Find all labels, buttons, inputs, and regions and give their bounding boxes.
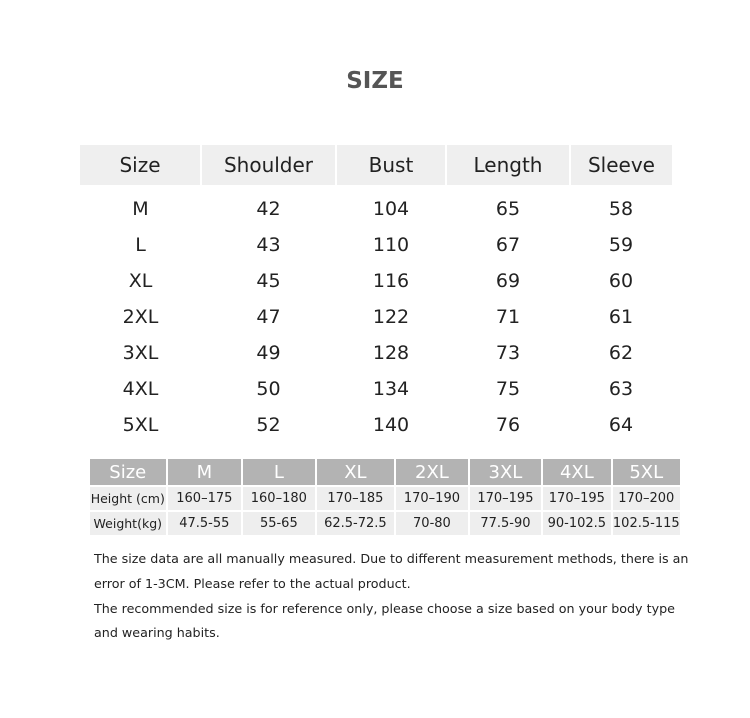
- hw-header-m: M: [168, 459, 242, 485]
- height-weight-table: [88, 457, 682, 537]
- cell-size: 2XL: [122, 306, 159, 328]
- cell-bust: 128: [372, 342, 410, 364]
- cell-size: M: [132, 198, 149, 220]
- size-notes: [94, 547, 694, 646]
- cell-sleeve: 60: [608, 270, 634, 292]
- table-row: [80, 227, 672, 263]
- table-row: [80, 407, 672, 443]
- weight-cell: 47.5-55: [168, 512, 242, 535]
- header-size: Size: [80, 145, 201, 185]
- cell-shoulder: 45: [256, 270, 281, 292]
- hw-header-l: L: [243, 459, 314, 485]
- hw-header-row: [90, 459, 680, 485]
- header-sleeve: Sleeve: [570, 145, 672, 185]
- hw-header-size: Size: [90, 459, 166, 485]
- cell-size: L: [135, 234, 146, 256]
- height-cell: 170–185: [317, 487, 395, 510]
- cell-sleeve: 58: [608, 198, 634, 220]
- hw-header-xl: XL: [317, 459, 395, 485]
- row-label-weight: Weight(kg): [90, 512, 166, 535]
- weight-cell: 90-102.5: [543, 512, 610, 535]
- cell-length: 69: [495, 270, 521, 292]
- height-cell: 160–180: [243, 487, 314, 510]
- note-recommendation: The recommended size is for reference only, please choose a size based on your body type and wearing habits.: [94, 600, 675, 641]
- cell-bust: 122: [372, 306, 410, 328]
- weight-cell: 102.5-115: [613, 512, 680, 535]
- header-bust: Bust: [336, 145, 446, 185]
- height-cell: 170–195: [470, 487, 541, 510]
- cell-length: 76: [495, 414, 521, 436]
- table-row: [80, 371, 672, 407]
- height-cell: 170–190: [396, 487, 467, 510]
- cell-length: 73: [495, 342, 521, 364]
- weight-cell: 77.5-90: [470, 512, 541, 535]
- page-title: SIZE: [346, 68, 404, 94]
- cell-shoulder: 50: [256, 378, 281, 400]
- cell-length: 75: [495, 378, 521, 400]
- weight-cell: 70-80: [396, 512, 467, 535]
- note-measurement: The size data are all manually measured. Due to different measurement methods, there is an error of 1-3CM. Please refer to the actual product.: [94, 551, 689, 591]
- table-row: [80, 263, 672, 299]
- cell-shoulder: 47: [256, 306, 281, 328]
- cell-sleeve: 59: [608, 234, 634, 256]
- table-row: [80, 299, 672, 335]
- cell-bust: 116: [372, 270, 410, 292]
- cell-size: 3XL: [122, 342, 159, 364]
- hw-header-4xl: 4XL: [543, 459, 610, 485]
- hw-row-weight: [90, 512, 680, 535]
- cell-shoulder: 52: [256, 414, 281, 436]
- cell-sleeve: 61: [608, 306, 634, 328]
- cell-bust: 140: [372, 414, 410, 436]
- row-label-height: Height (cm): [90, 487, 166, 510]
- table-row: [80, 185, 672, 227]
- weight-cell: 55-65: [243, 512, 314, 535]
- cell-sleeve: 64: [608, 414, 634, 436]
- cell-sleeve: 62: [608, 342, 634, 364]
- table-row: [80, 335, 672, 371]
- header-shoulder: Shoulder: [201, 145, 336, 185]
- hw-header-2xl: 2XL: [396, 459, 467, 485]
- cell-shoulder: 49: [256, 342, 281, 364]
- header-length: Length: [446, 145, 570, 185]
- height-cell: 170–200: [613, 487, 680, 510]
- cell-shoulder: 42: [256, 198, 281, 220]
- height-cell: 170–195: [543, 487, 610, 510]
- cell-size: 5XL: [122, 414, 159, 436]
- cell-shoulder: 43: [256, 234, 281, 256]
- table-header-row: [80, 145, 672, 185]
- cell-length: 65: [495, 198, 521, 220]
- size-chart-table: [80, 145, 672, 443]
- cell-bust: 110: [372, 234, 410, 256]
- cell-size: XL: [128, 270, 153, 292]
- cell-length: 67: [495, 234, 521, 256]
- height-cell: 160–175: [168, 487, 242, 510]
- cell-length: 71: [495, 306, 521, 328]
- cell-sleeve: 63: [608, 378, 634, 400]
- hw-header-3xl: 3XL: [470, 459, 541, 485]
- hw-row-height: [90, 487, 680, 510]
- weight-cell: 62.5-72.5: [317, 512, 395, 535]
- hw-header-5xl: 5XL: [613, 459, 680, 485]
- cell-size: 4XL: [122, 378, 159, 400]
- cell-bust: 134: [372, 378, 410, 400]
- cell-bust: 104: [372, 198, 410, 220]
